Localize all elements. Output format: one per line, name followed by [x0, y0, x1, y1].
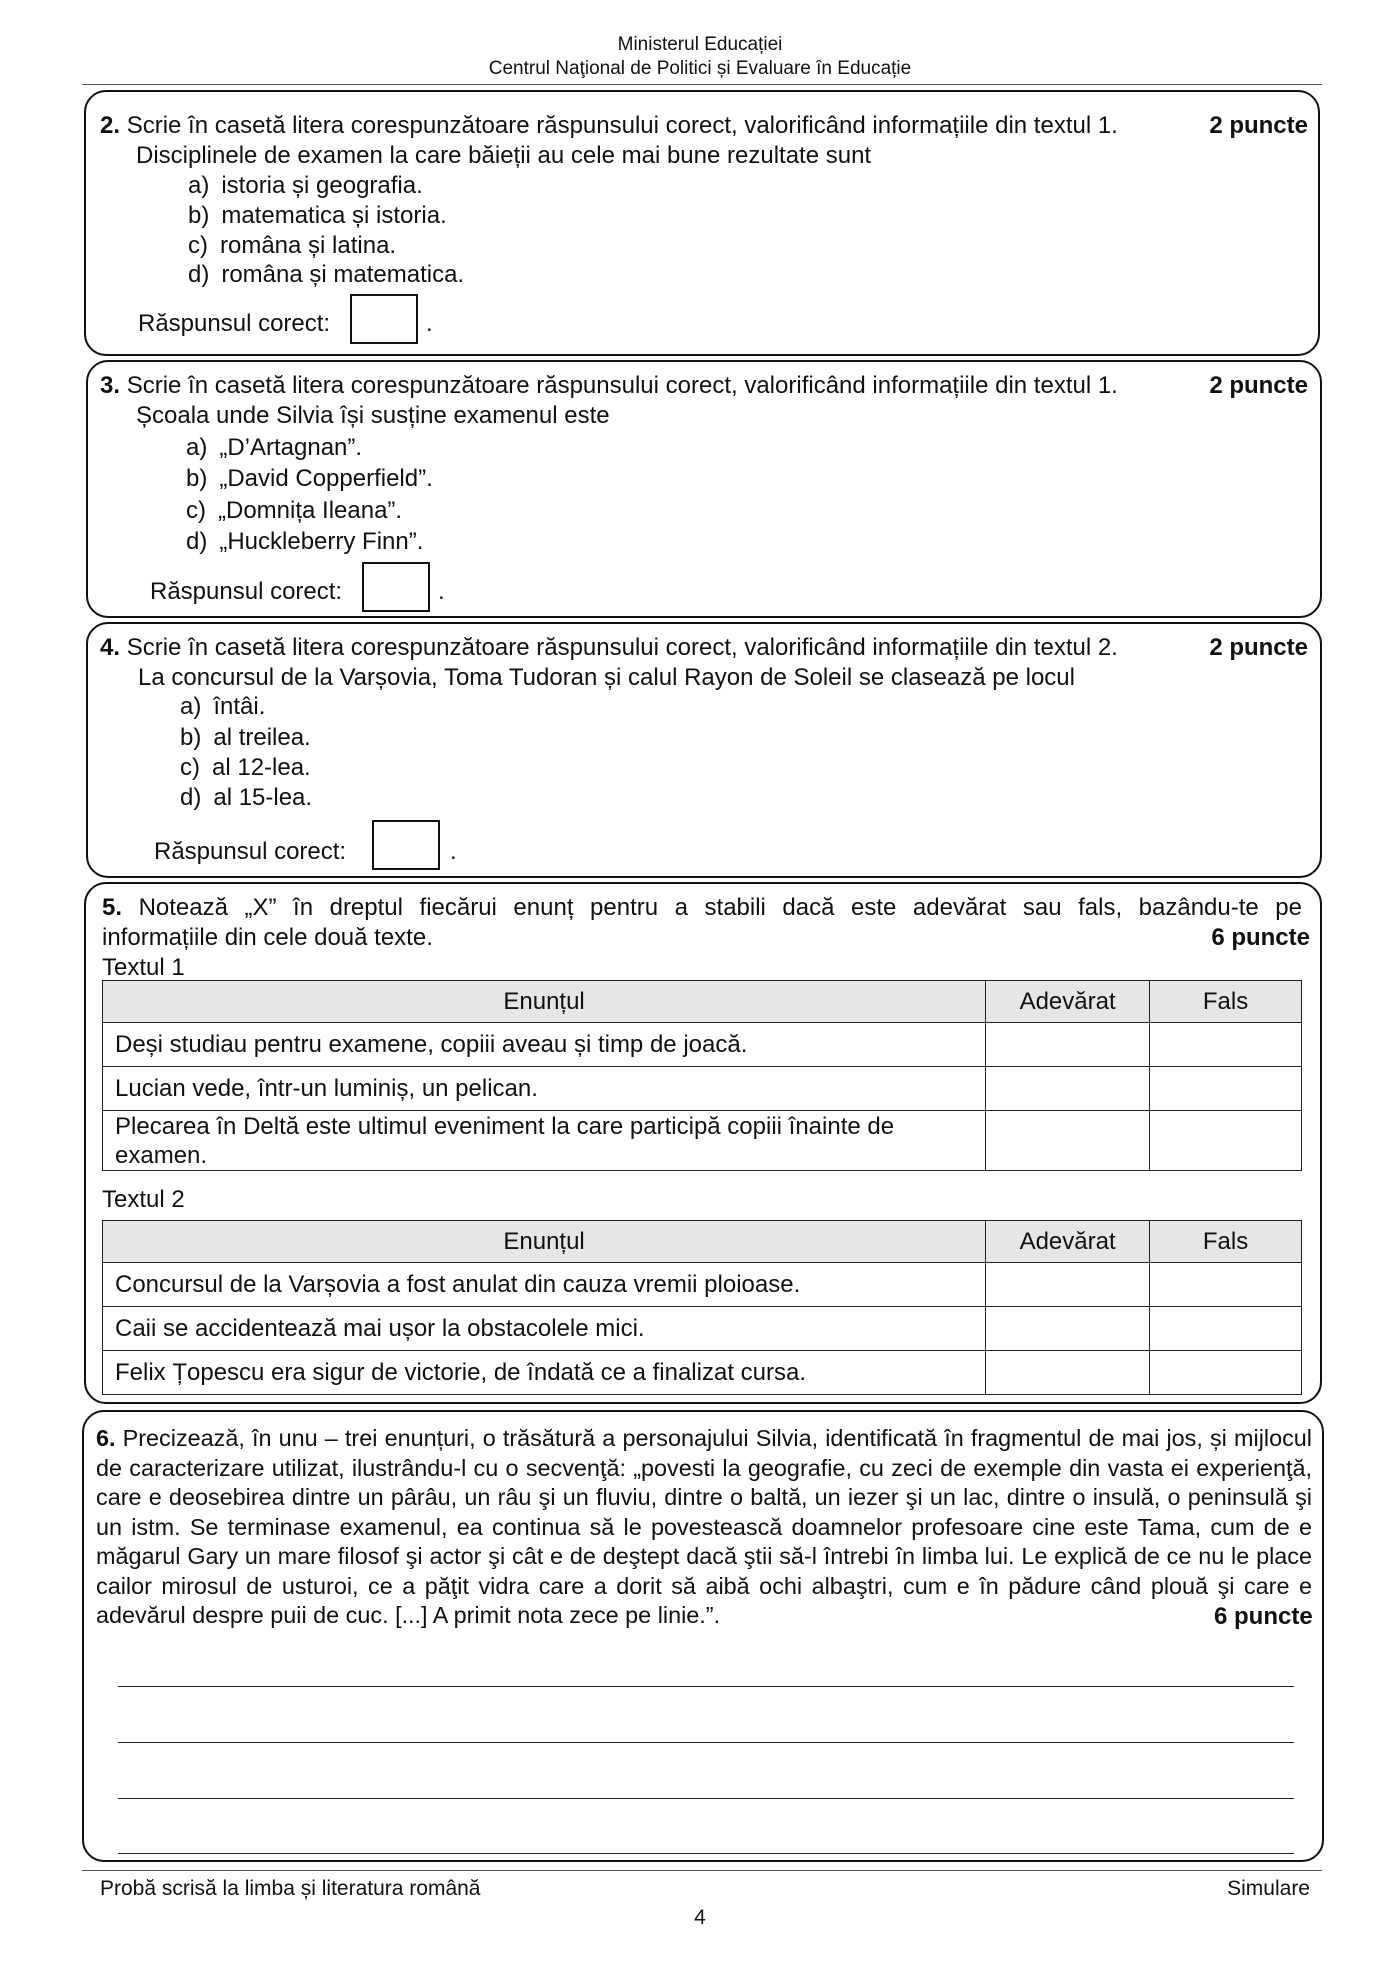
question-instruction-cont: informațiile din cele două texte.: [102, 924, 433, 951]
table-row: [103, 1351, 1302, 1395]
header-divider: [82, 84, 1322, 85]
true-cell[interactable]: [986, 1351, 1150, 1395]
question-points: 6 puncte: [1204, 1603, 1313, 1631]
header-center: Centrul Naţional de Politici și Evaluare în Educație: [488, 58, 912, 79]
answer-box[interactable]: [362, 562, 430, 612]
statement-cell: Concursul de la Varșovia a fost anulat din cauza vremii ploioase.: [103, 1263, 986, 1307]
statement-cell: Lucian vede, într-un luminiș, un pelican.: [103, 1067, 986, 1111]
true-cell[interactable]: [986, 1067, 1150, 1111]
question-3-box: [86, 360, 1322, 618]
true-cell[interactable]: [986, 1023, 1150, 1067]
column-header-false: Fals: [1150, 981, 1302, 1023]
option-d: d) româna și matematica.: [188, 261, 465, 288]
header-ministry: Ministerul Educației: [617, 34, 783, 55]
footer-subject: Probă scrisă la limba și literatura română: [100, 1877, 481, 1900]
footer-exam-type: Simulare: [1227, 1877, 1310, 1900]
question-instruction: Scrie în casetă litera corespunzătoare răspunsului corect, valorificând informațiile din textul 2.: [126, 634, 1118, 661]
answer-line[interactable]: [118, 1742, 1294, 1743]
question-instruction: Scrie în casetă litera corespunzătoare răspunsului corect, valorificând informațiile din textul 1.: [126, 372, 1118, 399]
statement-cell: Deși studiau pentru examene, copiii aveau și timp de joacă.: [103, 1023, 986, 1067]
text2-table: [102, 1220, 1302, 1395]
true-cell[interactable]: [986, 1111, 1150, 1171]
column-header-statement: Enunțul: [103, 1221, 986, 1263]
column-header-false: Fals: [1150, 1221, 1302, 1263]
option-a: a) întâi.: [180, 693, 266, 720]
table-row: [103, 1307, 1302, 1351]
question-points: 2 puncte: [1209, 112, 1308, 139]
true-cell[interactable]: [986, 1263, 1150, 1307]
column-header-statement: Enunțul: [103, 981, 986, 1023]
question-points: 2 puncte: [1209, 372, 1308, 399]
false-cell[interactable]: [1150, 1067, 1302, 1111]
question-instruction: Scrie în casetă litera corespunzătoare răspunsului corect, valorificând informațiile din textul 1.: [126, 112, 1118, 139]
question-number: 5.: [102, 894, 123, 921]
question-instruction: Precizează, în unu – trei enunțuri, o trăsătură a personajului Silvia, identificată în fragmentul de mai jos, și mijlocul de caracterizare utilizat, ilustrându-l cu o secvenţă: „povesti la geografie, cu zeci de exemple din vasta ei experienţă, care e deosebirea dintre un pârâu, un râu şi un fluviu, dintre o baltă, un iezer şi un lac, dintre o insulă, o peninsulă şi un istm. Se terminase examenul, ea continua să le povestească doamnelor profesoare cine este Tama, cum de e măgarul Gary un mare filosof şi actor şi cât e de deştept dacă ştii să-l întrebi în limba lui. Le explică de ce nu le place cailor mirosul de usturoi, ce a păţit vidra care a dorit să aibă ochi albaştri, cum e în pădure când plouă şi care e adevărul despre puii de cuc. [...] A primit nota zece pe linie.”.: [96, 1425, 1312, 1628]
false-cell[interactable]: [1150, 1023, 1302, 1067]
answer-box[interactable]: [350, 294, 418, 344]
false-cell[interactable]: [1150, 1351, 1302, 1395]
page-number: 4: [694, 1906, 706, 1929]
answer-line[interactable]: [118, 1798, 1294, 1799]
option-c: c) al 12-lea.: [180, 754, 311, 781]
option-d: d) al 15-lea.: [180, 784, 313, 811]
option-c: c) „Domnița Ileana”.: [186, 497, 403, 524]
statement-cell: Caii se accidentează mai ușor la obstacolele mici.: [103, 1307, 986, 1351]
option-d: d) „Huckleberry Finn”.: [186, 528, 424, 555]
question-number: 4.: [100, 634, 121, 661]
question-number: 6.: [96, 1425, 116, 1451]
false-cell[interactable]: [1150, 1263, 1302, 1307]
footer-divider: [82, 1870, 1322, 1871]
question-points: 6 puncte: [1211, 924, 1310, 951]
text2-label: Textul 2: [102, 1186, 185, 1213]
statement-cell: Plecarea în Deltă este ultimul eveniment la care participă copiii înainte de examen.: [103, 1111, 986, 1171]
true-cell[interactable]: [986, 1307, 1150, 1351]
answer-period: .: [438, 578, 445, 605]
option-a: a) istoria și geografia.: [188, 172, 423, 199]
statement-cell: Felix Țopescu era sigur de victorie, de îndată ce a finalizat cursa.: [103, 1351, 986, 1395]
answer-label: Răspunsul corect:: [138, 310, 331, 337]
text1-label: Textul 1: [102, 954, 185, 981]
text1-table: [102, 980, 1302, 1171]
answer-label: Răspunsul corect:: [154, 838, 347, 865]
option-b: b) al treilea.: [180, 724, 311, 751]
option-a: a) „D’Artagnan”.: [186, 434, 363, 461]
answer-line[interactable]: [118, 1853, 1294, 1854]
question-text: La concursul de la Varșovia, Toma Tudoran și calul Rayon de Soleil se clasează pe locul: [138, 664, 1075, 691]
false-cell[interactable]: [1150, 1307, 1302, 1351]
answer-line[interactable]: [118, 1686, 1294, 1687]
question-text: Disciplinele de examen la care băieții au cele mai bune rezultate sunt: [136, 142, 872, 169]
question-5-box: [84, 882, 1322, 1404]
option-c: c) româna și latina.: [188, 232, 397, 259]
answer-box[interactable]: [372, 820, 440, 870]
question-6-text: [96, 1424, 1312, 1631]
table-row: [103, 1023, 1302, 1067]
table-row: [103, 1263, 1302, 1307]
question-points: 2 puncte: [1209, 634, 1308, 661]
table-row: [103, 1111, 1302, 1171]
answer-period: .: [450, 838, 457, 865]
option-b: b) matematica și istoria.: [188, 202, 447, 229]
question-4-box: [86, 622, 1322, 878]
option-b: b) „David Copperfield”.: [186, 465, 433, 492]
column-header-true: Adevărat: [986, 981, 1150, 1023]
false-cell[interactable]: [1150, 1111, 1302, 1171]
answer-period: .: [426, 310, 433, 337]
question-instruction: Notează „X” în dreptul fiecărui enunț pentru a stabili dacă este adevărat sau fals, bazându-te pe: [138, 894, 1302, 921]
column-header-true: Adevărat: [986, 1221, 1150, 1263]
question-number: 3.: [100, 372, 121, 399]
question-text: Școala unde Silvia își susține examenul este: [136, 402, 610, 429]
question-2-box: [84, 90, 1320, 356]
question-number: 2.: [100, 112, 121, 139]
answer-label: Răspunsul corect:: [150, 578, 343, 605]
table-row: [103, 1067, 1302, 1111]
